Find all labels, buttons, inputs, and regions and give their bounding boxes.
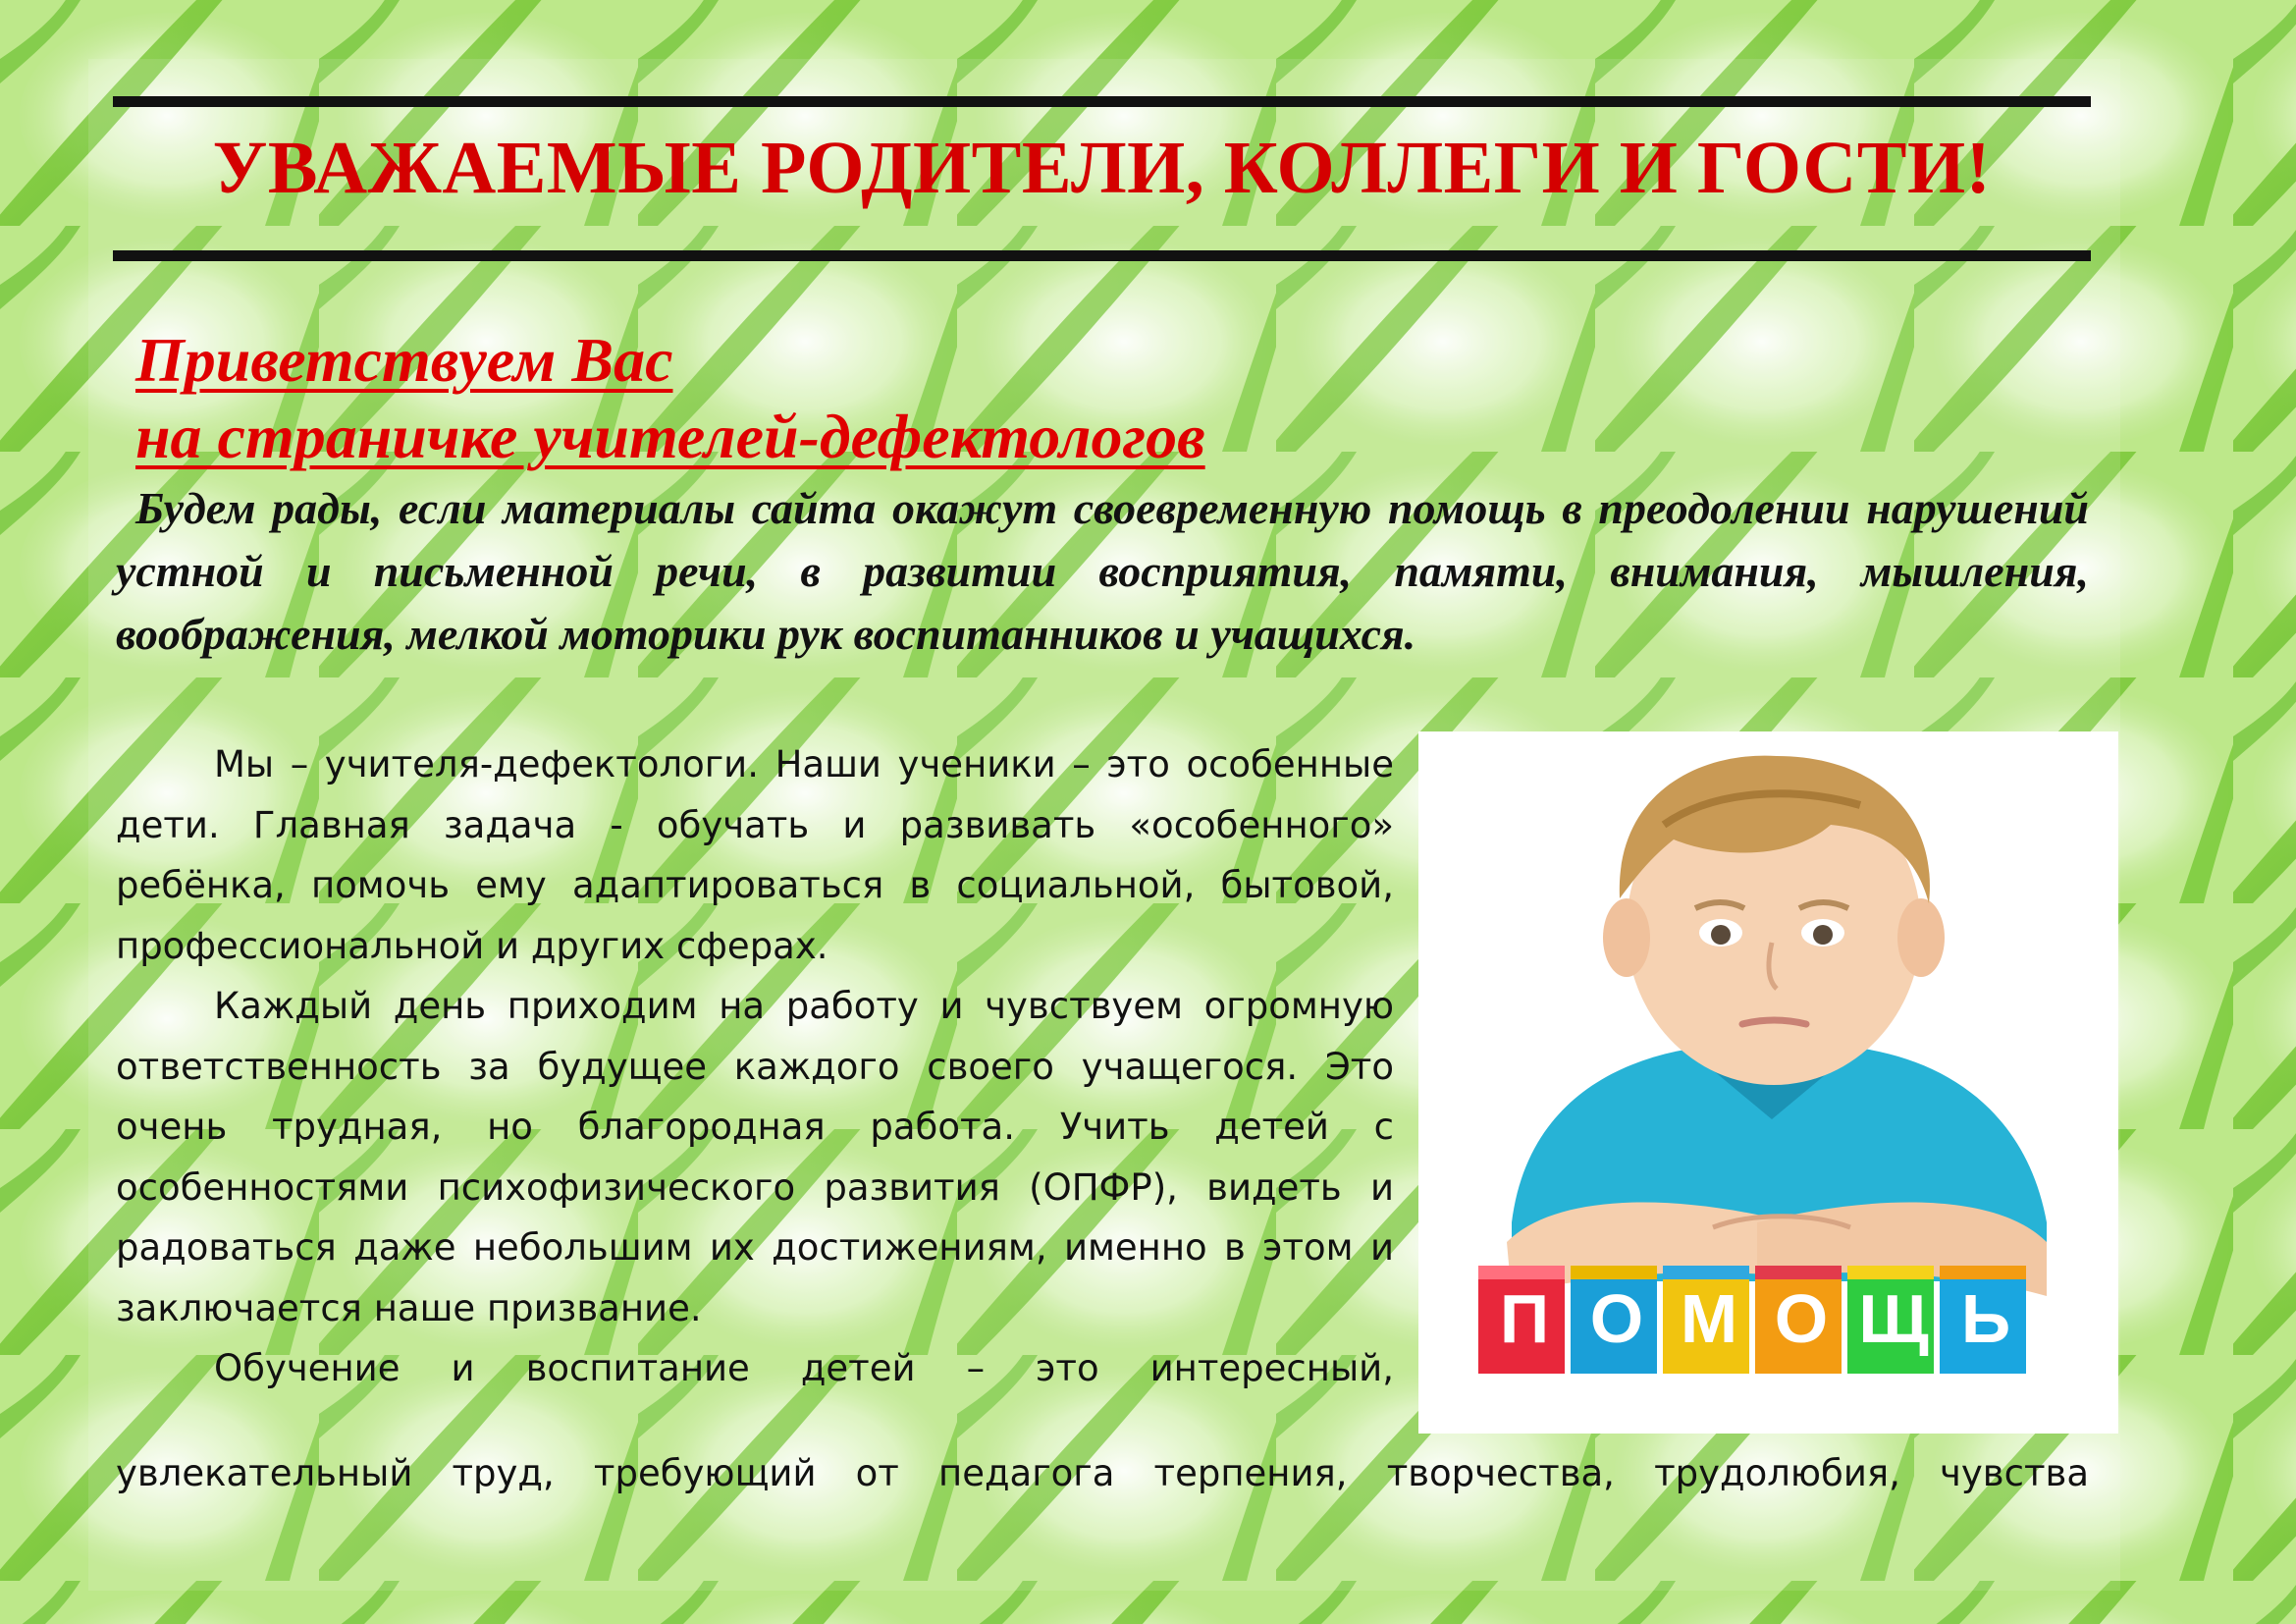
letter-blocks: [1472, 1262, 2061, 1380]
block-letter-3: М: [1680, 1280, 1738, 1357]
top-rule: [113, 96, 2091, 107]
block-letter-2: О: [1589, 1280, 1644, 1357]
intro-paragraph: Будем рады, если материалы сайта окажут своевременную помощь в преодолении нарушений устной и письменной речи, в развитии восприятия, памяти, внимания, мышления, воображения, мелкой моторики рук воспитанников и учащихся.: [116, 483, 2089, 659]
block-letter-1: П: [1499, 1280, 1550, 1357]
title-underline-rule: [113, 250, 2091, 261]
child-photo: [1418, 731, 2118, 1434]
body-text: [116, 734, 1394, 1399]
body-paragraph-2: Каждый день приходим на работу и чувствуем огромную ответственность за будущее каждого своего учащегося. Это очень трудная, но благородная работа. Учить детей с особенностями психофизического развития (ОПФР), видеть и радоваться даже небольшим их достижениям, именно в этом и заключается наше призвание.: [116, 985, 1394, 1329]
body-paragraph-1: Мы – учителя-дефектологи. Наши ученики – это особенные дети. Главная задача - обучать и развивать «особенного» ребёнка, помочь ему адаптироваться в социальной, бытовой, профессиональной и других сферах.: [116, 743, 1394, 967]
block-letter-5: Щ: [1858, 1280, 1929, 1357]
block-letter-6: Ь: [1960, 1280, 2011, 1357]
body-paragraph-3: Обучение и воспитание детей – это интересный,: [214, 1347, 1394, 1389]
greeting-line-2: на страничке учителей-дефектологов: [135, 402, 1205, 471]
body-continuation: увлекательный труд, требующий от педагога терпения, творчества, трудолюбия, чувства: [116, 1452, 2089, 1494]
block-letter-4: О: [1774, 1280, 1829, 1357]
greeting-line-1: Приветствуем Вас: [135, 325, 673, 395]
page-title: УВАЖАЕМЫЕ РОДИТЕЛИ, КОЛЛЕГИ И ГОСТИ!: [212, 127, 1992, 209]
